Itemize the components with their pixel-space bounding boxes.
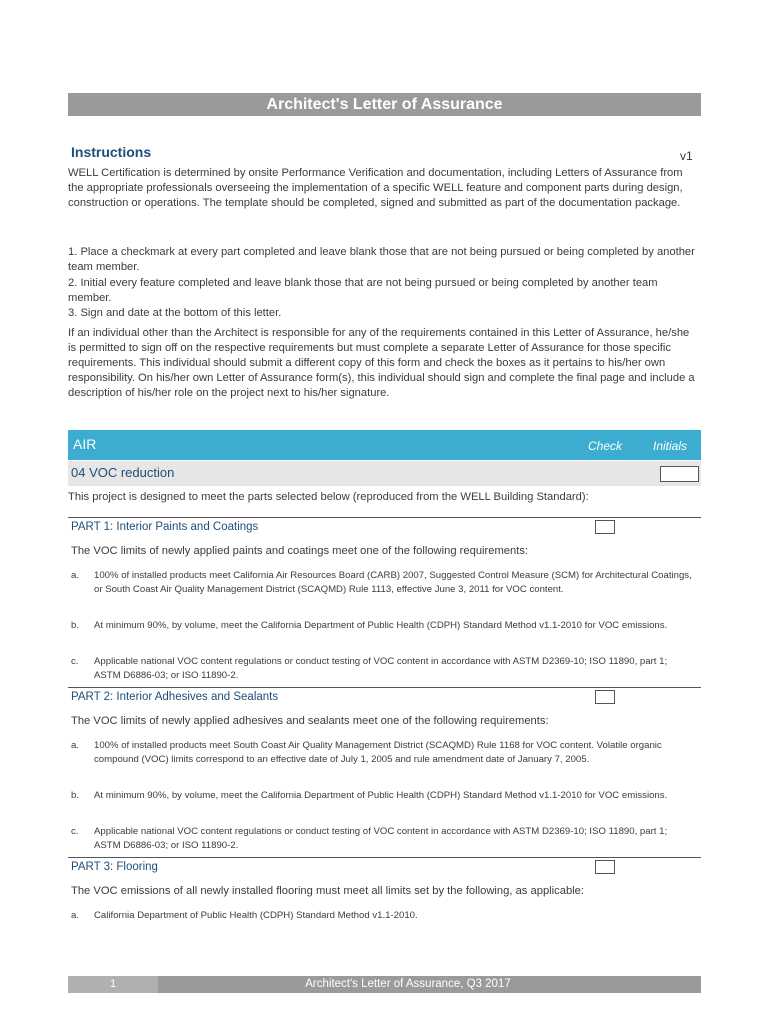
page-footer [68, 976, 701, 993]
initials-field[interactable] [660, 466, 699, 482]
part-3-lead: The VOC emissions of all newly installed flooring must meet all limits set by the following, as applicable: [71, 885, 584, 897]
version-label: v1 [680, 149, 693, 163]
list-marker: a. [71, 740, 80, 751]
check-column-label: Check [588, 439, 623, 453]
instructions-heading: Instructions [71, 144, 152, 160]
feature-row [68, 461, 701, 486]
feature-label: 04 VOC reduction [71, 465, 175, 480]
part-3-checkbox[interactable] [595, 860, 615, 874]
part-2-title: PART 2: Interior Adhesives and Sealants [71, 691, 279, 703]
section-label: AIR [73, 436, 97, 452]
list-marker: b. [71, 790, 80, 801]
list-text: 100% of installed products meet South Coast Air Quality Management District (SCAQMD) Rule 1168 for VOC content. Volatile organic compound (VOC) limits correspond to an effective date of July 1, 2005 and rule amendment date of January 7, 2005. [94, 740, 662, 765]
section-header-air [68, 430, 701, 460]
list-text: At minimum 90%, by volume, meet the California Department of Public Health (CDPH) Standard Method v1.1-2010 for VOC emissions. [94, 620, 668, 631]
instruction-step-3: 3. Sign and date at the bottom of this letter. [68, 307, 282, 319]
divider [68, 857, 701, 858]
part-3-title: PART 3: Flooring [71, 861, 158, 873]
list-text: California Department of Public Health (CDPH) Standard Method v1.1-2010. [94, 910, 418, 921]
part-1-checkbox[interactable] [595, 520, 615, 534]
instructions-paragraph: WELL Certification is determined by onsite Performance Verification and documentation, including Letters of Assurance from the appropriate professionals overseeing the implementation of a specific WELL feature and component parts during design, construction or operations. The template should be completed, signed and submitted as part of the documentation package. [68, 167, 683, 209]
document-title: Architect's Letter of Assurance [68, 93, 701, 116]
list-marker: b. [71, 620, 80, 631]
footer-text: Architect's Letter of Assurance, Q3 2017 [305, 978, 511, 990]
responsibility-paragraph: If an individual other than the Architect is responsible for any of the requirements contained in this Letter of Assurance, he/she is permitted to sign off on the respective requirements but must complete a separate Letter of Assurance for those specific requirements. This individual should submit a different copy of this form and check the boxes as it pertains to his/her own responsibility. On his/her own Letter of Assurance form(s), this individual should sign and complete the final page and include a description of his/her role on the project next to his/her signature. [68, 327, 695, 399]
list-text: Applicable national VOC content regulations or conduct testing of VOC content in accordance with ASTM D2369-10; ISO 11890, part 1; ASTM D6886-03; or ISO 11890-2. [94, 826, 668, 851]
part-2-lead: The VOC limits of newly applied adhesives and sealants meet one of the following requirements: [71, 715, 549, 727]
list-text: At minimum 90%, by volume, meet the California Department of Public Health (CDPH) Standard Method v1.1-2010 for VOC emissions. [94, 790, 668, 801]
list-marker: a. [71, 570, 80, 581]
divider [68, 517, 701, 518]
page-number: 1 [68, 976, 158, 993]
list-text: 100% of installed products meet California Air Resources Board (CARB) 2007, Suggested Control Measure (SCM) for Architectural Coatings, or South Coast Air Quality Management District (SCAQMD) Rule 1113, effective June 3, 2011 for VOC content. [94, 570, 692, 595]
part-2-checkbox[interactable] [595, 690, 615, 704]
instruction-step-1: 1. Place a checkmark at every part completed and leave blank those that are not being pursued or being completed by another team member. [68, 246, 695, 273]
initials-column-label: Initials [653, 439, 688, 453]
list-marker: a. [71, 910, 80, 921]
list-marker: c. [71, 656, 79, 667]
instruction-step-2: 2. Initial every feature completed and leave blank those that are not being pursued or being completed by another team member. [68, 277, 658, 304]
list-marker: c. [71, 826, 79, 837]
divider [68, 687, 701, 688]
feature-intro: This project is designed to meet the parts selected below (reproduced from the WELL Building Standard): [68, 491, 589, 503]
part-1-title: PART 1: Interior Paints and Coatings [71, 521, 259, 533]
part-1-lead: The VOC limits of newly applied paints and coatings meet one of the following requirements: [71, 545, 529, 557]
list-text: Applicable national VOC content regulations or conduct testing of VOC content in accordance with ASTM D2369-10; ISO 11890, part 1; ASTM D6886-03; or ISO 11890-2. [94, 656, 668, 681]
